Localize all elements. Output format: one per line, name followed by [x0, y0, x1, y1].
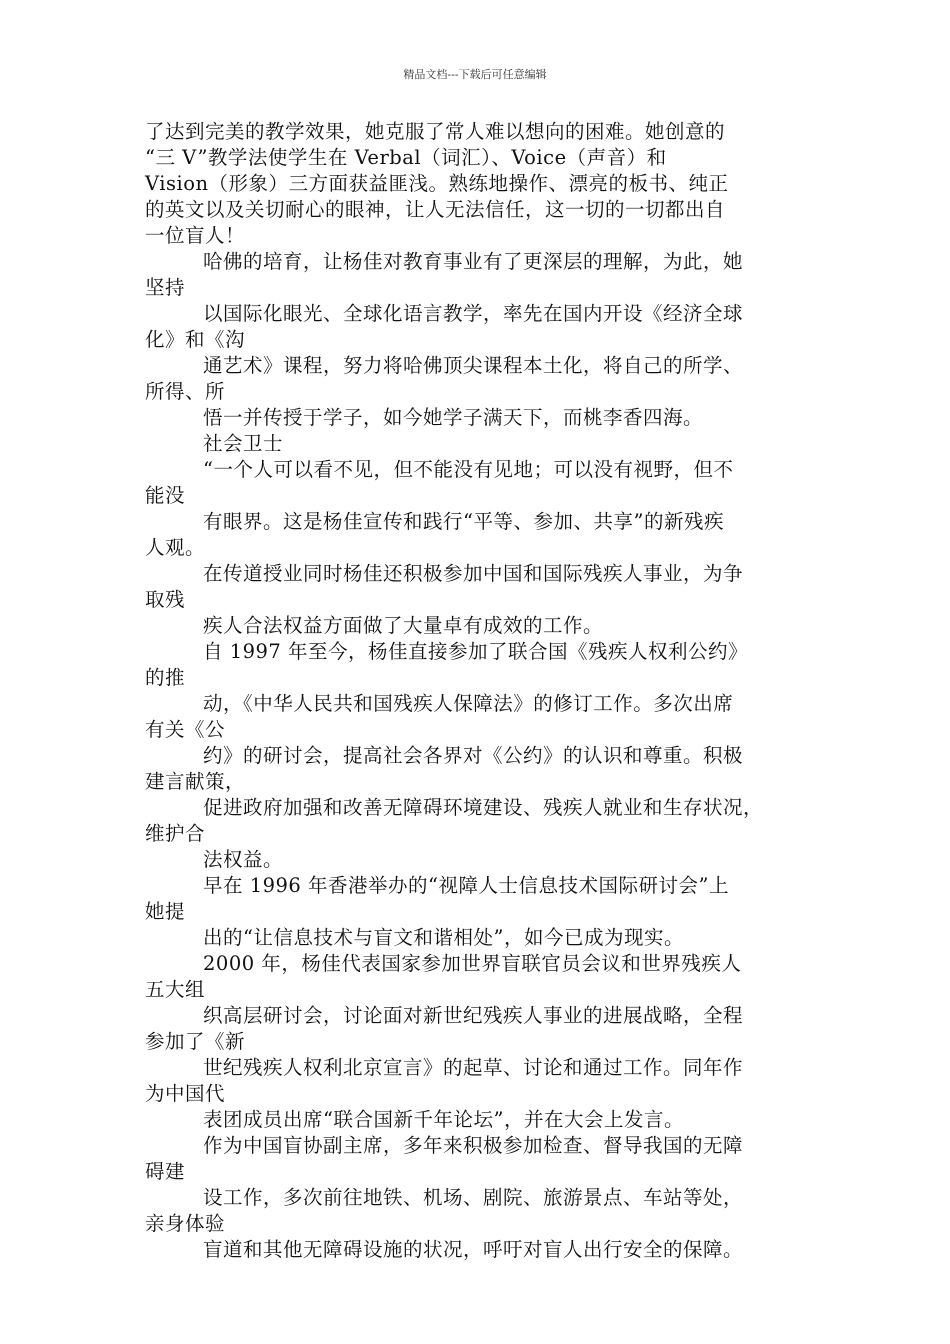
text-line: 在传道授业同时杨佳还积极参加中国和国际残疾人事业，为争 — [203, 562, 744, 585]
text-line: 促进政府加强和改善无障碍环境建设、残疾人就业和生存状况， — [203, 796, 764, 819]
text-line: 以国际化眼光、全球化语言教学，率先在国内开设《经济全球 — [203, 302, 744, 325]
text-line: 一位盲人！ — [145, 224, 246, 247]
text-line: 出的“让信息技术与盲文和谐相处”，如今已成为现实。 — [203, 926, 684, 949]
text-line: “一个人可以看不见，但不能没有见地；可以没有视野，但不 — [203, 458, 734, 481]
text-line: 碍建 — [145, 1160, 186, 1183]
text-line: 的英文以及关切耐心的眼神，让人无法信任，这一切的一切都出自 — [145, 198, 726, 221]
text-line: 动，《中华人民共和国残疾人保障法》的修订工作。多次出席 — [203, 692, 734, 715]
text-line: 五大组 — [145, 978, 206, 1001]
text-line: 参加了《新 — [145, 1030, 246, 1053]
text-line: 织高层研讨会，讨论面对新世纪残疾人事业的进展战略，全程 — [203, 1004, 744, 1027]
text-line: 她提 — [145, 900, 186, 923]
text-line: 设工作，多次前往地铁、机场、剧院、旅游景点、车站等处， — [203, 1186, 744, 1209]
text-line: 疾人合法权益方面做了大量卓有成效的工作。 — [203, 614, 604, 637]
document-body — [145, 119, 825, 1263]
text-line: 化》和《沟 — [145, 328, 246, 351]
text-line: 哈佛的培育，让杨佳对教育事业有了更深层的理解，为此，她 — [203, 250, 744, 273]
text-line: 早在 1996 年香港举办的“视障人士信息技术国际研讨会”上 — [203, 874, 729, 897]
text-line: 所得、所 — [145, 380, 226, 403]
text-line: 盲道和其他无障碍设施的状况，呼吁对盲人出行安全的保障。 — [203, 1238, 744, 1261]
text-line: 人观。 — [145, 536, 206, 559]
text-line: 取残 — [145, 588, 186, 611]
text-line: 2000 年，杨佳代表国家参加世界盲联官员会议和世界残疾人 — [203, 952, 742, 975]
text-line: 了达到完美的教学效果，她克服了常人难以想向的困难。她创意的 — [145, 120, 726, 143]
text-line: 维护合 — [145, 822, 206, 845]
text-line: 作为中国盲协副主席，多年来积极参加检查、督导我国的无障 — [203, 1134, 744, 1157]
page-header: 精品文档---下载后可任意编辑 — [403, 68, 547, 81]
text-line: 建言献策， — [145, 770, 246, 793]
text-line: 表团成员出席“联合国新千年论坛”，并在大会上发言。 — [203, 1108, 684, 1131]
section-heading: 社会卫士 — [203, 432, 284, 455]
text-line: 有关《公 — [145, 718, 226, 741]
text-line: 通艺术》课程，努力将哈佛顶尖课程本土化，将自己的所学、 — [203, 354, 744, 377]
text-line: “三 V”教学法使学生在 Verbal（词汇）、Voice（声音）和 — [145, 146, 667, 169]
text-line: 的推 — [145, 666, 186, 689]
text-line: 悟一并传授于学子，如今她学子满天下，而桃李香四海。 — [203, 406, 704, 429]
text-line: 能没 — [145, 484, 186, 507]
text-line: 为中国代 — [145, 1082, 226, 1105]
text-line: 自 1997 年至今，杨佳直接参加了联合国《残疾人权利公约》 — [203, 640, 749, 663]
text-line: Vision（形象）三方面获益匪浅。熟练地操作、漂亮的板书、纯正 — [145, 172, 729, 195]
text-line: 坚持 — [145, 276, 186, 299]
text-line: 世纪残疾人权利北京宣言》的起草、讨论和通过工作。同年作 — [203, 1056, 744, 1079]
text-line: 法权益。 — [203, 848, 284, 871]
text-line: 有眼界。这是杨佳宣传和践行“平等、参加、共享”的新残疾 — [203, 510, 724, 533]
text-line: 亲身体验 — [145, 1212, 226, 1235]
text-line: 约》的研讨会，提高社会各界对《公约》的认识和尊重。积极 — [203, 744, 744, 767]
